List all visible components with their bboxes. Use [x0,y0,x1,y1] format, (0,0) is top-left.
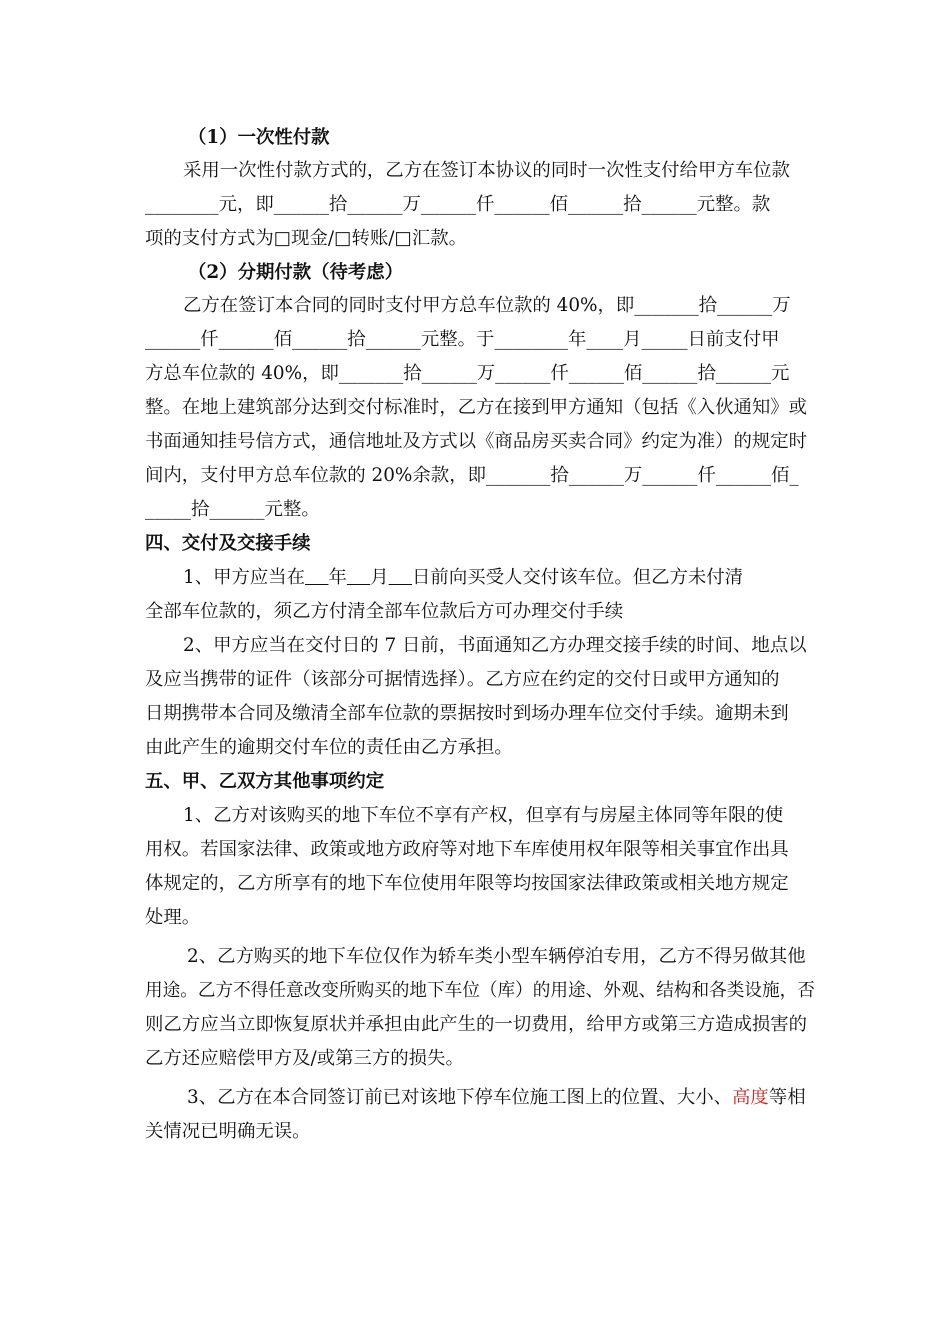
section-heading-other-matters: 五、甲、乙双方其他事项约定 [145,771,385,792]
subheading-lump-sum: （1）一次性付款 [188,127,330,148]
paragraph-line: 则乙方应当立即恢复原状并承担由此产生的一切费用，给甲方或第三方造成损害的 [145,1014,808,1035]
paragraph-line: 用途。乙方不得任意改变所购买的地下车位（库）的用途、外观、结构和各类设施，否 [145,980,815,1001]
section-heading-delivery: 四、交付及交接手续 [145,533,311,554]
paragraph-line-with-highlight [187,1086,806,1110]
paragraph-line: 处理。 [145,907,201,928]
paragraph-line: 关情况已明确无误。 [145,1121,311,1142]
paragraph-line: _____拾______元整。 [145,499,320,520]
paragraph-line: 整。在地上建筑部分达到交付标准时，乙方在接到甲方通知（包括《入伙通知》或 [145,397,808,418]
text-segment: 等相 [768,1087,806,1108]
text-segment: 日前向买受人交付该车位。但乙方未付清 [412,567,744,588]
paragraph-line: ________元，即______拾______万______仟______佰______拾______元整。款 [145,194,771,215]
text-segment: 3、乙方在本合同签订前已对该地下停车位施工图上的位置、大小、 [187,1087,733,1108]
paragraph-line: 日期携带本合同及缴清全部车位款的票据按时到场办理车位交付手续。逾期未到 [145,703,789,724]
date-blank [347,567,370,588]
highlighted-word: 高度 [732,1087,769,1108]
paragraph-line-with-blanks [183,566,743,590]
paragraph-line: 2、乙方购买的地下车位仅作为轿车类小型车辆停泊专用，乙方不得另做其他 [187,946,806,967]
paragraph-line: 方总车位款的 40%，即_______拾______万______仟______佰______拾______元 [145,363,790,384]
text-segment: 1、甲方应当在 [183,567,306,588]
paragraph-line: 用权。若国家法律、政策或地方政府等对地下车库使用权年限等相关事宜作出具 [145,839,789,860]
paragraph-line: 项的支付方式为□现金/□转账/□汇款。 [145,228,467,249]
paragraph-line: 乙方还应赔偿甲方及/或第三方的损失。 [145,1048,464,1069]
paragraph-line: 及应当携带的证件（该部分可据情选择）。乙方应在约定的交付日或甲方通知的 [145,669,780,690]
date-blank [305,567,328,588]
paragraph-line: 全部车位款的，须乙方付清全部车位款后方可办理交付手续 [145,601,624,622]
paragraph-line: ______仟______佰______拾______元整。于________年____月_____日前支付甲 [145,329,780,350]
paragraph-line: 乙方在签订本合同的同时支付甲方总车位款的 40%，即_______拾______万 [183,295,791,316]
paragraph-line: 间内，支付甲方总车位款的 20%余款，即_______拾______万______仟______佰_ [145,465,799,486]
text-segment: 月 [370,567,389,588]
paragraph-line: 书面通知挂号信方式，通信地址及方式以《商品房买卖合同》约定为准）的规定时 [145,431,808,452]
date-blank [389,567,412,588]
paragraph-line: 体规定的，乙方所享有的地下车位使用年限等均按国家法律政策或相关地方规定 [145,873,789,894]
paragraph-line: 由此产生的逾期交付车位的责任由乙方承担。 [145,737,513,758]
subheading-installment: （2）分期付款（待考虑） [188,262,404,283]
text-segment: 年 [328,567,347,588]
paragraph-line: 采用一次性付款方式的，乙方在签订本协议的同时一次性支付给甲方车位款 [183,160,790,181]
paragraph-line: 2、甲方应当在交付日的 7 日前，书面通知乙方办理交接手续的时间、地点以 [183,635,807,656]
paragraph-line: 1、乙方对该购买的地下车位不享有产权，但享有与房屋主体同等年限的使 [183,805,784,826]
